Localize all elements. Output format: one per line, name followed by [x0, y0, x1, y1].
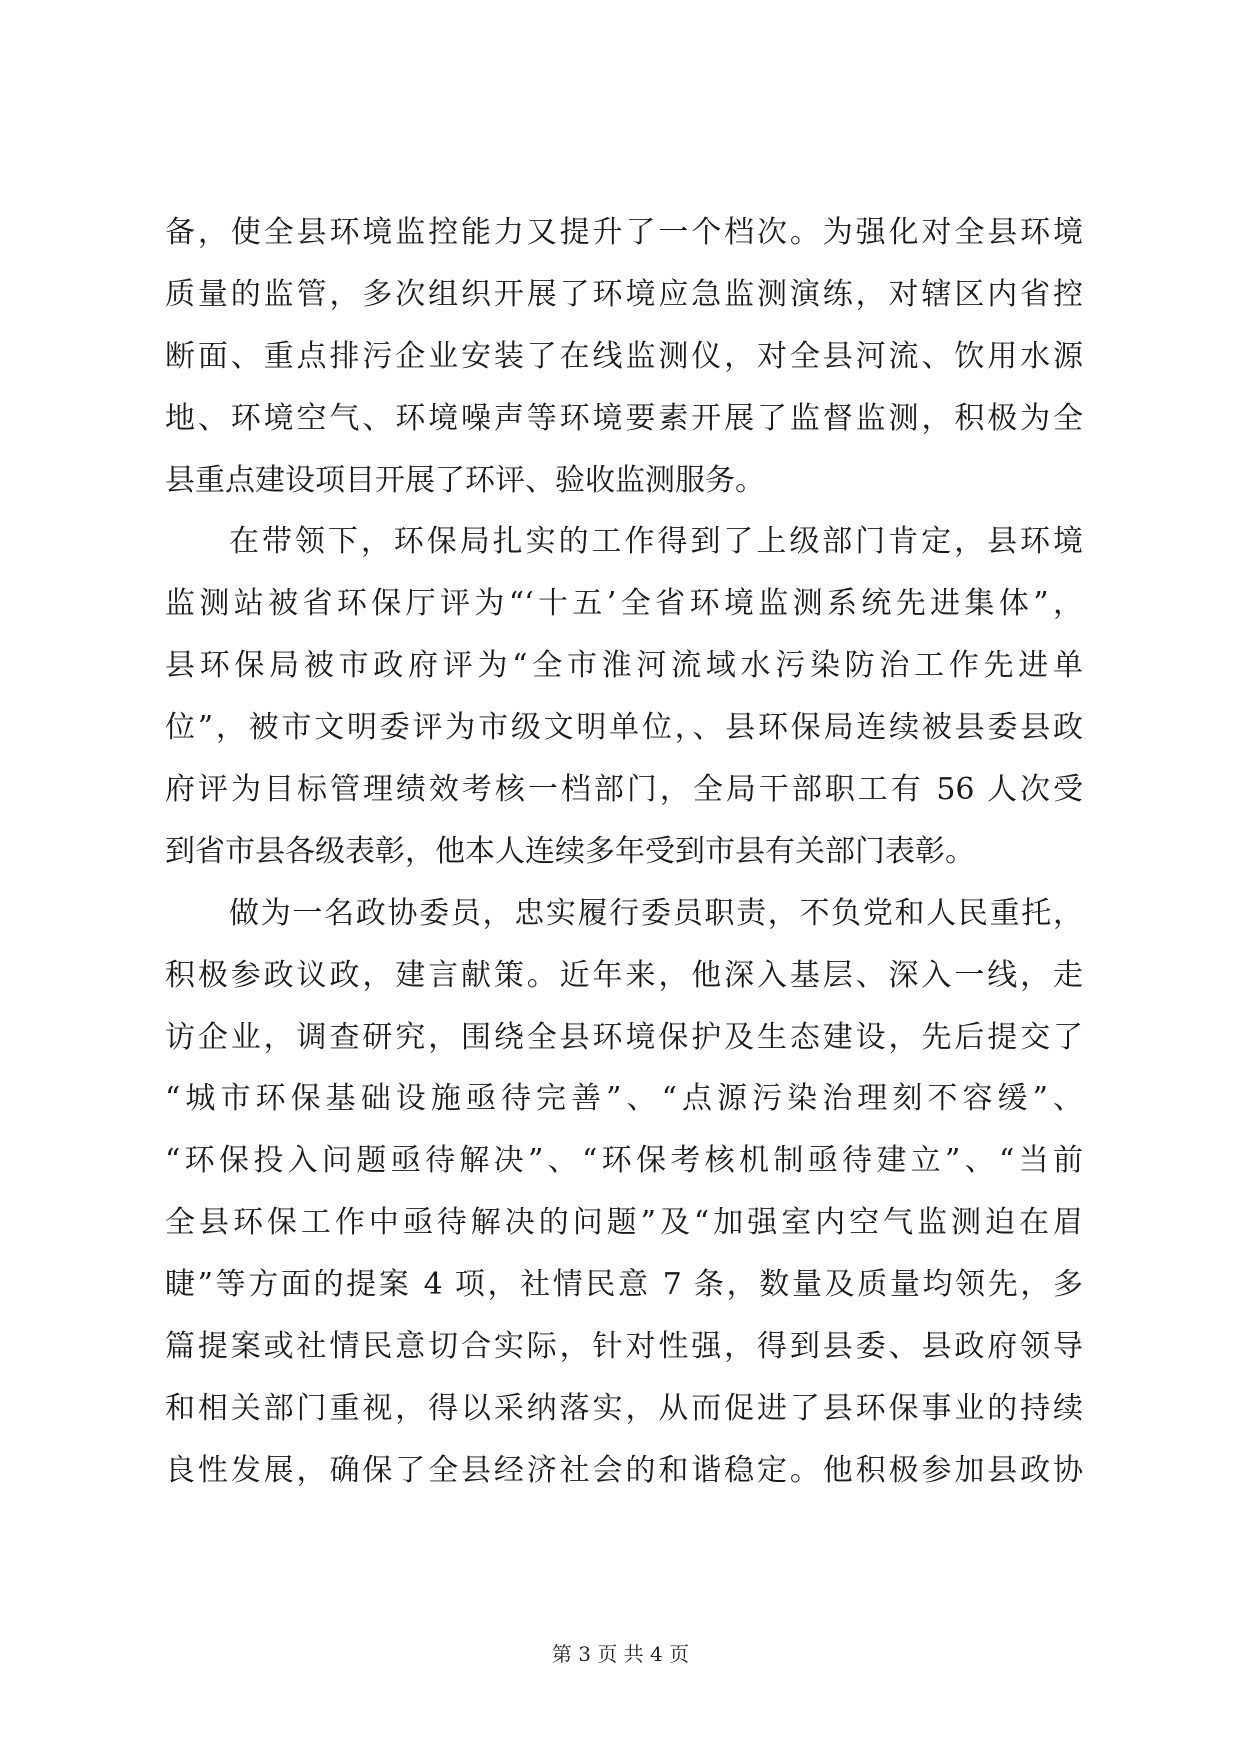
paragraph-first-line: 在带领下，环保局扎实的工作得到了上级部门肯定，县环境	[229, 524, 1083, 560]
text-line: 府评为目标管理绩效考核一档部门，全局干部职工有 56 人次受	[165, 772, 1083, 808]
document-body	[165, 202, 1083, 1502]
text-line: “环保投入问题亟待解决”、“环保考核机制亟待建立”、“当前	[165, 1143, 1083, 1179]
text-line: 到省市县各级表彰，他本人连续多年受到市县有关部门表彰。	[165, 833, 975, 869]
text-line: 县重点建设项目开展了环评、验收监测服务。	[165, 462, 765, 498]
text-line: 位”，被市文明委评为市级文明单位，、县环保局连续被县委县政	[165, 710, 1083, 746]
page-number-footer: 第 3 页 共 4 页	[551, 1642, 690, 1666]
text-line: 积极参政议政，建言献策。近年来，他深入基层、深入一线，走	[165, 957, 1083, 993]
text-line: 监测站被省环保厅评为“‘十五’全省环境监测系统先进集体”，	[165, 586, 1083, 622]
text-line: 良性发展，确保了全县经济社会的和谐稳定。他积极参加县政协	[165, 1452, 1083, 1488]
paragraph-first-line: 做为一名政协委员，忠实履行委员职责，不负党和人民重托，	[229, 895, 1083, 931]
text-line: 篇提案或社情民意切合实际，针对性强，得到县委、县政府领导	[165, 1329, 1083, 1365]
text-line: 全县环保工作中亟待解决的问题”及“加强室内空气监测迫在眉	[165, 1205, 1083, 1241]
text-line: “城市环保基础设施亟待完善”、“点源污染治理刻不容缓”、	[165, 1081, 1083, 1117]
text-line: 备，使全县环境监控能力又提升了一个档次。为强化对全县环境	[165, 215, 1083, 250]
text-line: 和相关部门重视，得以采纳落实，从而促进了县环保事业的持续	[165, 1390, 1083, 1426]
text-line: 访企业，调查研究，围绕全县环境保护及生态建设，先后提交了	[165, 1019, 1083, 1055]
text-line: 断面、重点排污企业安装了在线监测仪，对全县河流、饮用水源	[165, 338, 1083, 374]
text-line: 地、环境空气、环境噪声等环境要素开展了监督监测，积极为全	[165, 400, 1083, 436]
text-line: 质量的监管，多次组织开展了环境应急监测演练，对辖区内省控	[165, 276, 1083, 312]
text-line: 睫”等方面的提案 4 项，社情民意 7 条，数量及质量均领先，多	[165, 1267, 1083, 1303]
text-line: 县环保局被市政府评为“全市淮河流域水污染防治工作先进单	[165, 648, 1083, 684]
